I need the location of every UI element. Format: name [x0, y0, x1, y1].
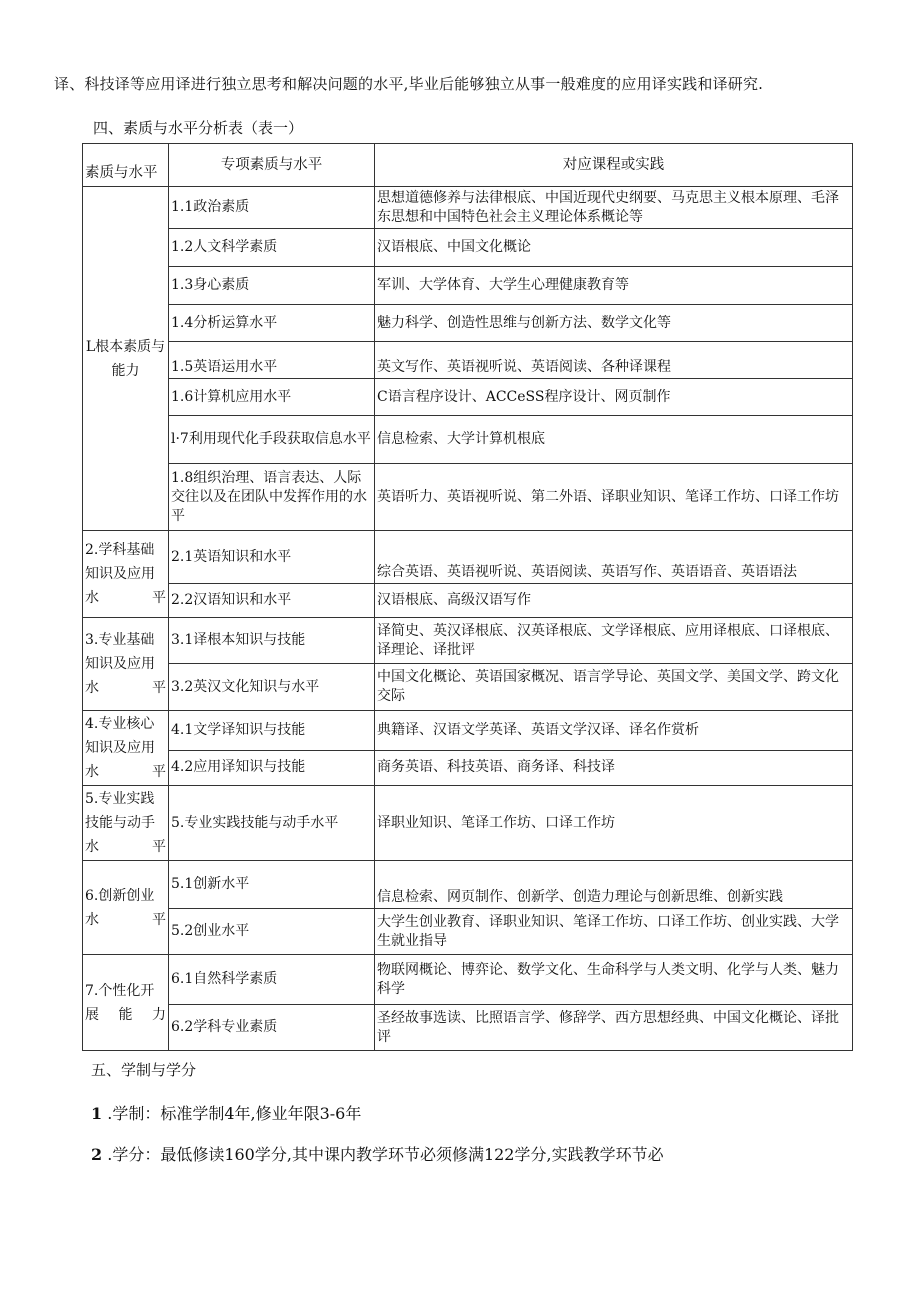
category-cell: 3.专业基础知识及应用水平 — [83, 618, 169, 711]
intro-paragraph: 译、科技译等应用译进行独立思考和解决问题的水平,毕业后能够独立从事一般难度的应用译实践和译研究. — [54, 75, 764, 93]
courses-cell: 综合英语、英语视听说、英语阅读、英语写作、英语语音、英语语法 — [375, 531, 853, 584]
category-cell: 4.专业核心知识及应用水平 — [83, 711, 169, 786]
item-cell: 5.专业实践技能与动手水平 — [169, 786, 375, 861]
courses-cell: 英文写作、英语视听说、英语阅读、各种译课程 — [375, 342, 853, 379]
item-cell: 1.2人文科学素质 — [169, 229, 375, 267]
item-cell: 2.2汉语知识和水平 — [169, 584, 375, 618]
courses-cell: 汉语根底、高级汉语写作 — [375, 584, 853, 618]
item-cell: 4.1文学译知识与技能 — [169, 711, 375, 751]
header-item: 专项素质与水平 — [169, 144, 375, 187]
category-cell: L根本素质与能力 — [83, 187, 169, 531]
credits-item — [91, 1142, 664, 1165]
courses-cell: 信息检索、网页制作、创新学、创造力理论与创新思维、创新实践 — [375, 861, 853, 909]
item-cell: 1.1政治素质 — [169, 187, 375, 229]
item-cell: 3.2英汉文化知识与水平 — [169, 664, 375, 711]
item-cell: 1.6计算机应用水平 — [169, 379, 375, 416]
item-text: .学分：最低修读160学分,其中课内教学环节必须修满122学分,实践教学环节必 — [107, 1145, 664, 1164]
header-courses: 对应课程或实践 — [375, 144, 853, 187]
category-cell: 2.学科基础知识及应用水平 — [83, 531, 169, 618]
section-4-title: 四、素质与水平分析表（表一） — [93, 119, 304, 137]
item-cell: 1.5英语运用水平 — [169, 342, 375, 379]
category-cell: 5.专业实践技能与动手水平 — [83, 786, 169, 861]
courses-cell: 典籍译、汉语文学英译、英语文学汉译、译名作赏析 — [375, 711, 853, 751]
item-cell: 1.8组织治理、语言表达、人际交往以及在团队中发挥作用的水平 — [169, 464, 375, 531]
item-cell: 2.1英语知识和水平 — [169, 531, 375, 584]
courses-cell: 军训、大学体育、大学生心理健康教育等 — [375, 267, 853, 305]
courses-cell: 英语听力、英语视听说、第二外语、译职业知识、笔译工作坊、口译工作坊 — [375, 464, 853, 531]
item-number: 1 — [91, 1104, 103, 1123]
item-number: 2 — [91, 1145, 103, 1164]
courses-cell: 物联网概论、博弈论、数学文化、生命科学与人类文明、化学与人类、魅力科学 — [375, 955, 853, 1005]
item-cell: 1.3身心素质 — [169, 267, 375, 305]
header-category: 素质与水平 — [83, 144, 169, 187]
item-cell: 5.2创业水平 — [169, 909, 375, 955]
section-5-title: 五、学制与学分 — [91, 1061, 197, 1079]
courses-cell: 思想道德修养与法律根底、中国近现代史纲要、马克思主义根本原理、毛泽东思想和中国特色社会主义理论体系概论等 — [375, 187, 853, 229]
quality-ability-table — [82, 143, 853, 1051]
item-cell: 4.2应用译知识与技能 — [169, 750, 375, 785]
category-cell: 6.创新创业水平 — [83, 861, 169, 955]
courses-cell: 译职业知识、笔译工作坊、口译工作坊 — [375, 786, 853, 861]
courses-cell: 商务英语、科技英语、商务译、科技译 — [375, 750, 853, 785]
item-cell: l·7利用现代化手段获取信息水平 — [169, 416, 375, 464]
courses-cell: 信息检索、大学计算机根底 — [375, 416, 853, 464]
courses-cell: 汉语根底、中国文化概论 — [375, 229, 853, 267]
item-cell: 1.4分析运算水平 — [169, 305, 375, 342]
courses-cell: 大学生创业教育、译职业知识、笔译工作坊、口译工作坊、创业实践、大学生就业指导 — [375, 909, 853, 955]
courses-cell: 魅力科学、创造性思维与创新方法、数学文化等 — [375, 305, 853, 342]
schooling-years-item — [91, 1101, 361, 1124]
item-cell: 5.1创新水平 — [169, 861, 375, 909]
item-cell: 6.2学科专业素质 — [169, 1005, 375, 1051]
courses-cell: 译简史、英汉译根底、汉英译根底、文学译根底、应用译根底、口译根底、译理论、译批评 — [375, 618, 853, 664]
courses-cell: C语言程序设计、ACCeSS程序设计、网页制作 — [375, 379, 853, 416]
item-text: .学制：标准学制4年,修业年限3-6年 — [107, 1104, 362, 1123]
category-cell: 7.个性化开展能力 — [83, 955, 169, 1051]
courses-cell: 圣经故事选读、比照语言学、修辞学、西方思想经典、中国文化概论、译批评 — [375, 1005, 853, 1051]
courses-cell: 中国文化概论、英语国家概况、语言学导论、英国文学、美国文学、跨文化交际 — [375, 664, 853, 711]
item-cell: 6.1自然科学素质 — [169, 955, 375, 1005]
item-cell: 3.1译根本知识与技能 — [169, 618, 375, 664]
